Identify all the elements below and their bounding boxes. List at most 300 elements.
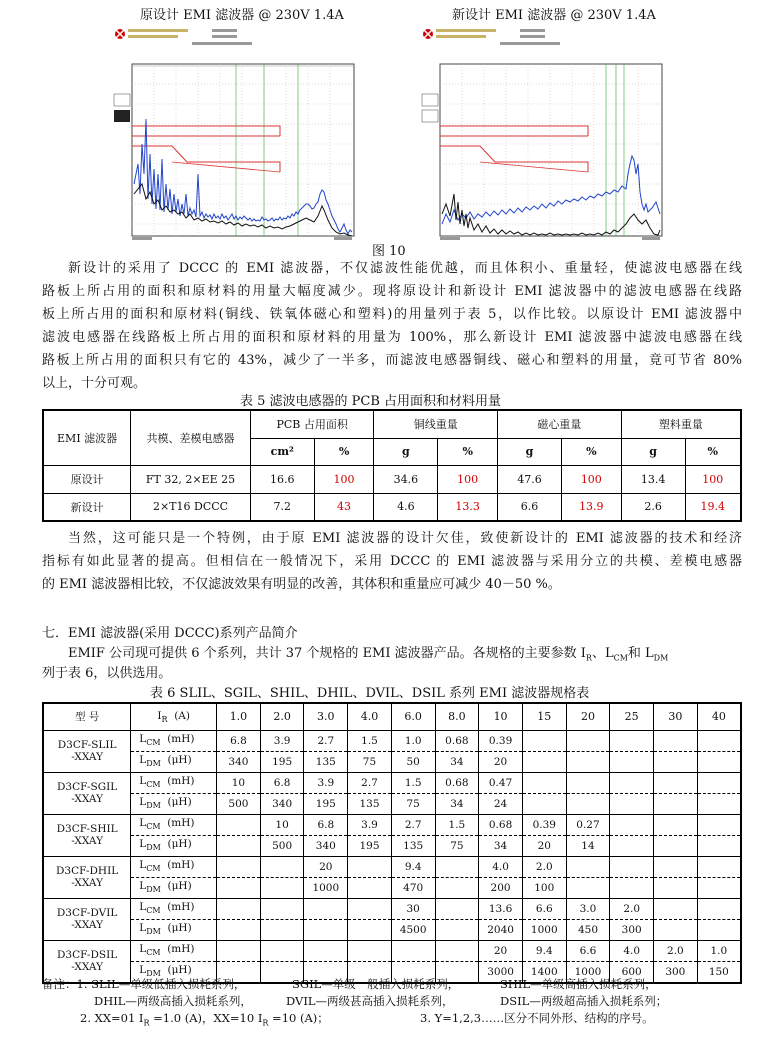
spec-cell: 150	[697, 961, 741, 983]
cell-percent: 100	[314, 465, 374, 493]
cell-value: 2.6	[621, 493, 685, 521]
note-xx10: =1.0 (A)，XX=10 I	[149, 1011, 263, 1025]
param-symbol: L	[139, 838, 147, 851]
unit-pct: %	[561, 438, 621, 465]
param-symbol: L	[139, 859, 147, 872]
lcm-param	[131, 814, 217, 835]
text-line: 路板上所占用的面积和原材料的用量大幅度减少。现将原设计和新设计 EMI 滤波器中的滤波电感器在线路	[42, 284, 742, 299]
unit-cm2: cm²	[250, 438, 314, 465]
spec-cell: 9.4	[391, 856, 435, 877]
param-symbol: L	[139, 964, 147, 977]
subscript: DM	[146, 885, 161, 895]
model-cell	[43, 898, 131, 940]
subscript: CM	[146, 738, 161, 748]
spec-cell	[697, 772, 741, 793]
subscript: R	[262, 1018, 269, 1028]
spec-cell	[697, 919, 741, 940]
spec-cell	[654, 835, 698, 856]
header-current: 40	[697, 703, 741, 730]
table-row	[43, 465, 741, 493]
spec-cell	[304, 919, 348, 940]
header-current: 30	[654, 703, 698, 730]
cell-value: 47.6	[498, 465, 562, 493]
cell-percent: 100	[685, 465, 741, 493]
param-unit: (μH)	[167, 754, 192, 767]
spec-cell: 6.8	[260, 772, 304, 793]
spec-cell: 34	[435, 751, 479, 772]
spec-cell: 300	[610, 919, 654, 940]
cell-percent: 19.4	[685, 493, 741, 521]
model-suffix: -XXAY	[71, 877, 104, 889]
note-slil: 1. SLIL—单级低插入损耗系列，	[76, 977, 246, 991]
spec-cell: 1000	[566, 961, 610, 983]
figure-caption: 图 10	[372, 244, 406, 259]
spec-cell: 3.9	[348, 814, 392, 835]
param-symbol: L	[139, 733, 147, 746]
spec-cell	[522, 751, 566, 772]
param-symbol: L	[139, 775, 147, 788]
model-suffix: -XXAY	[71, 961, 104, 973]
spec-cell	[522, 793, 566, 814]
unit-g: g	[374, 438, 438, 465]
spec-cell	[217, 814, 261, 835]
model-cell	[43, 772, 131, 814]
spec-cell	[260, 898, 304, 919]
text: I	[157, 709, 162, 722]
spec-cell	[391, 940, 435, 961]
spec-cell	[566, 856, 610, 877]
subscript: CM	[146, 864, 161, 874]
model-suffix: -XXAY	[71, 793, 104, 805]
param-symbol: L	[139, 754, 147, 767]
notes-prefix: 备注：	[42, 977, 77, 991]
ldm-param	[131, 835, 217, 856]
spec-cell	[610, 772, 654, 793]
spec-cell: 6.8	[304, 814, 348, 835]
table-row	[43, 835, 741, 856]
spec-cell: 1.0	[697, 940, 741, 961]
spec-cell	[435, 898, 479, 919]
model-suffix: -XXAY	[71, 919, 104, 931]
spec-cell	[304, 898, 348, 919]
param-symbol: L	[139, 901, 147, 914]
spec-cell	[217, 919, 261, 940]
cell-percent: 43	[314, 493, 374, 521]
spec-cell	[654, 793, 698, 814]
cell-value: 34.6	[374, 465, 438, 493]
spec-cell	[697, 856, 741, 877]
spec-cell: 34	[479, 835, 523, 856]
spec-cell	[260, 877, 304, 898]
unit-g: g	[498, 438, 562, 465]
subscript: DM	[146, 759, 161, 769]
header-current: 10	[479, 703, 523, 730]
spec-cell: 3000	[479, 961, 523, 983]
spec-cell	[610, 835, 654, 856]
spec-cell: 3.0	[566, 898, 610, 919]
spec-cell: 500	[260, 835, 304, 856]
header-plastic-weight: 塑料重量	[621, 410, 741, 438]
cell-value: 13.4	[621, 465, 685, 493]
ldm-param	[131, 793, 217, 814]
spec-cell	[654, 856, 698, 877]
spec-cell: 0.39	[479, 730, 523, 751]
text-line: 指标有如此显著的提高。但相信在一般情况下，采用 DCCC 的 EMI 滤波器与采用分立的共模、差模电感器	[42, 554, 742, 569]
spec-cell	[435, 856, 479, 877]
model-cell	[43, 856, 131, 898]
spec-cell: 10	[217, 772, 261, 793]
text: 和 L	[627, 646, 654, 661]
param-symbol: L	[139, 922, 147, 935]
spec-cell	[654, 772, 698, 793]
spec-cell	[435, 877, 479, 898]
spec-cell	[566, 751, 610, 772]
table-row	[43, 877, 741, 898]
spec-cell: 600	[610, 961, 654, 983]
table-row	[43, 856, 741, 877]
model-name: D3CF-DHIL	[56, 865, 119, 877]
spec-cell: 0.47	[479, 772, 523, 793]
model-cell	[43, 814, 131, 856]
cell-value: 4.6	[374, 493, 438, 521]
text-line: 滤波电感器在线路板上所占用的面积和原材料的用量为 100%，那么新设计 EMI 滤波器中滤波电感器在线	[42, 330, 742, 345]
header-cm-dm-inductor: 共模、差模电感器	[131, 410, 251, 465]
spec-cell	[566, 730, 610, 751]
lcm-param	[131, 898, 217, 919]
spec-cell: 0.39	[522, 814, 566, 835]
cell-percent: 13.3	[438, 493, 498, 521]
subscript: R	[143, 1018, 150, 1028]
header-current: 15	[522, 703, 566, 730]
spec-cell: 2.7	[391, 814, 435, 835]
spec-cell: 340	[304, 835, 348, 856]
header-current: 8.0	[435, 703, 479, 730]
spec-cell	[697, 898, 741, 919]
spec-cell: 100	[522, 877, 566, 898]
table-row	[43, 793, 741, 814]
header-pcb-area: PCB 占用面积	[250, 410, 374, 438]
paragraph-dccc-advantages	[42, 257, 742, 395]
section7-heading: 七．EMI 滤波器(采用 DCCC)系列产品简介	[42, 626, 298, 641]
header-current: 25	[610, 703, 654, 730]
table5	[42, 409, 742, 522]
spec-cell	[348, 919, 392, 940]
spec-cell: 14	[566, 835, 610, 856]
param-unit: (mH)	[167, 817, 195, 830]
row-inductor: FT 32, 2×EE 25	[131, 465, 251, 493]
subscript: CM	[146, 906, 161, 916]
spec-cell	[610, 730, 654, 751]
notes-line3	[80, 1010, 654, 1028]
param-unit: (mH)	[167, 733, 195, 746]
spec-cell	[566, 772, 610, 793]
text-line: 的 EMI 滤波器相比较，不仅滤波效果有明显的改善，其体积和重量应可减少 40－50 %。	[42, 577, 561, 592]
header-copper-weight: 铜线重量	[374, 410, 498, 438]
table-row	[43, 730, 741, 751]
spec-cell	[348, 940, 392, 961]
note-dsil: DSIL—两级超高插入损耗系列；	[500, 994, 668, 1008]
right-scope-title: 新设计 EMI 滤波器 @ 230V 1.4A	[452, 8, 656, 23]
header-current: 6.0	[391, 703, 435, 730]
row-inductor: 2×T16 DCCC	[131, 493, 251, 521]
spec-cell: 10	[260, 814, 304, 835]
subscript: CM	[146, 780, 161, 790]
spec-cell	[697, 793, 741, 814]
note-dhil: DHIL—两级高插入损耗系列，	[94, 994, 252, 1008]
table-row	[43, 814, 741, 835]
spec-cell: 135	[304, 751, 348, 772]
spec-cell: 6.8	[217, 730, 261, 751]
model-suffix: -XXAY	[71, 835, 104, 847]
param-unit: (μH)	[167, 838, 192, 851]
cell-percent: 100	[438, 465, 498, 493]
header-current: 20	[566, 703, 610, 730]
spec-cell: 34	[435, 793, 479, 814]
spec-cell: 450	[566, 919, 610, 940]
spec-cell: 195	[304, 793, 348, 814]
spec-cell: 3.9	[304, 772, 348, 793]
spec-cell: 1.5	[348, 730, 392, 751]
spec-cell	[522, 772, 566, 793]
cell-percent: 13.9	[561, 493, 621, 521]
spec-cell	[654, 877, 698, 898]
spec-cell: 9.4	[522, 940, 566, 961]
param-symbol: L	[139, 943, 147, 956]
spec-cell: 20	[479, 940, 523, 961]
subscript: CM	[146, 822, 161, 832]
param-symbol: L	[139, 880, 147, 893]
spec-cell	[697, 877, 741, 898]
param-unit: (mH)	[167, 943, 195, 956]
cell-value: 6.6	[498, 493, 562, 521]
subscript: CM	[146, 948, 161, 958]
header-model: 型 号	[43, 703, 131, 730]
spec-cell	[217, 898, 261, 919]
spec-cell	[697, 730, 741, 751]
unit-pct: %	[314, 438, 374, 465]
paragraph-special-case	[42, 527, 742, 596]
param-symbol: L	[139, 796, 147, 809]
cell-value: 7.2	[250, 493, 314, 521]
text-line: 路板上所占用的面积只有它的 43%，减少了一半多，而滤波电感器铜线、磁心和塑料的用量，竟可节省 80%	[42, 353, 742, 368]
subscript: CM	[613, 653, 628, 663]
spec-cell: 0.68	[435, 730, 479, 751]
spec-cell	[348, 856, 392, 877]
model-name: D3CF-SLIL	[57, 739, 117, 751]
spec-cell: 340	[260, 793, 304, 814]
spec-cell	[654, 898, 698, 919]
spec-cell: 135	[348, 793, 392, 814]
spec-cell	[522, 730, 566, 751]
table6-title: 表 6 SLIL、SGIL、SHIL、DHIL、DVIL、DSIL 系列 EMI 滤波器规格表	[150, 686, 590, 701]
spec-cell: 24	[479, 793, 523, 814]
spec-cell	[610, 793, 654, 814]
spec-cell: 75	[391, 793, 435, 814]
text: EMIF 公司现可提供 6 个系列，共计 37 个规格的 EMI 滤波器产品。各规格的主要参数 I	[68, 646, 586, 661]
spec-cell: 2.7	[304, 730, 348, 751]
text-line: 新设计的采用了 DCCC 的 EMI 滤波器，不仅滤波性能优越，而且体积小、重量轻，使滤波电感器在线	[68, 261, 742, 276]
row-name: 新设计	[43, 493, 131, 521]
subscript: DM	[146, 927, 161, 937]
param-unit: (mH)	[167, 859, 195, 872]
lcm-param	[131, 940, 217, 961]
note-sgil: SGIL—单级一般插入损耗系列，	[292, 977, 460, 991]
model-name: D3CF-DVIL	[56, 907, 118, 919]
table-row	[43, 898, 741, 919]
right-spectrum-plot	[420, 24, 668, 244]
note-dvil: DVIL—两级甚高插入损耗系列，	[286, 994, 454, 1008]
spec-cell: 195	[348, 835, 392, 856]
spec-cell: 0.68	[479, 814, 523, 835]
spec-cell	[654, 730, 698, 751]
section7-line2: 列于表 6，以供选用。	[42, 666, 172, 681]
spec-cell: 4.0	[479, 856, 523, 877]
spec-cell: 0.68	[435, 772, 479, 793]
unit-pct: %	[685, 438, 741, 465]
text-line: 板上所占用的面积和原材料(铜线、铁氧体磁心和塑料)的用量列于表 5，以作比较。以原设计 EMI 滤波器中	[42, 307, 742, 322]
spec-cell	[217, 856, 261, 877]
text: (A)	[174, 709, 190, 722]
spec-cell: 470	[391, 877, 435, 898]
header-core-weight: 磁心重量	[498, 410, 622, 438]
spec-cell	[260, 919, 304, 940]
param-unit: (mH)	[167, 901, 195, 914]
spec-cell	[348, 898, 392, 919]
header-current: 2.0	[260, 703, 304, 730]
spec-cell: 20	[479, 751, 523, 772]
header-emi-filter: EMI 滤波器	[43, 410, 131, 465]
spec-cell: 195	[260, 751, 304, 772]
lcm-param	[131, 730, 217, 751]
unit-pct: %	[438, 438, 498, 465]
table5-title: 表 5 滤波电感器的 PCB 占用面积和材料用量	[240, 394, 502, 409]
header-current: 4.0	[348, 703, 392, 730]
spec-cell	[435, 940, 479, 961]
spec-cell	[566, 877, 610, 898]
header-current: 3.0	[304, 703, 348, 730]
spec-cell: 4.0	[610, 940, 654, 961]
lcm-param	[131, 772, 217, 793]
spec-cell: 135	[391, 835, 435, 856]
spec-cell: 1.5	[435, 814, 479, 835]
spec-cell	[654, 751, 698, 772]
spec-cell: 6.6	[522, 898, 566, 919]
ldm-param	[131, 877, 217, 898]
spec-cell	[654, 919, 698, 940]
spec-cell: 75	[435, 835, 479, 856]
spec-cell: 200	[479, 877, 523, 898]
lcm-param	[131, 856, 217, 877]
spec-cell: 20	[522, 835, 566, 856]
text-line: 当然，这可能只是一个特例，由于原 EMI 滤波器的设计欠佳，致使新设计的 EMI 滤波器的技术和经济	[68, 531, 742, 546]
spec-cell: 75	[348, 751, 392, 772]
spec-cell	[697, 751, 741, 772]
spec-cell	[435, 919, 479, 940]
note-xx01: 2. XX=01 I	[80, 1011, 144, 1025]
spec-cell: 4500	[391, 919, 435, 940]
spec-cell	[697, 814, 741, 835]
spec-cell	[260, 856, 304, 877]
spec-cell: 2040	[479, 919, 523, 940]
header-current: 1.0	[217, 703, 261, 730]
section7-line1	[68, 642, 668, 663]
text: 、L	[591, 646, 614, 661]
subscript: R	[585, 653, 592, 663]
spec-cell: 1400	[522, 961, 566, 983]
model-name: D3CF-SHIL	[56, 823, 118, 835]
ldm-param	[131, 919, 217, 940]
spec-cell	[697, 835, 741, 856]
subscript: R	[161, 714, 168, 724]
table6	[42, 702, 742, 984]
note-shil: SHIL—单级高插入损耗系列，	[500, 977, 657, 991]
spec-cell	[217, 877, 261, 898]
param-unit: (μH)	[167, 964, 192, 977]
left-spectrum-plot	[112, 24, 360, 244]
subscript: DM	[146, 801, 161, 811]
ldm-param	[131, 751, 217, 772]
spec-cell	[654, 814, 698, 835]
spec-cell: 340	[217, 751, 261, 772]
unit-g: g	[621, 438, 685, 465]
param-unit: (μH)	[167, 796, 192, 809]
spec-cell: 50	[391, 751, 435, 772]
subscript: DM	[146, 843, 161, 853]
model-suffix: -XXAY	[71, 751, 104, 763]
note-xx10-end: =10 (A)；	[268, 1011, 329, 1025]
spec-cell: 2.0	[654, 940, 698, 961]
spec-cell: 2.0	[610, 898, 654, 919]
spec-cell: 1000	[522, 919, 566, 940]
spec-cell	[348, 877, 392, 898]
spec-cell: 30	[391, 898, 435, 919]
spec-cell: 13.6	[479, 898, 523, 919]
table-row	[43, 751, 741, 772]
table-row	[43, 772, 741, 793]
spec-cell	[566, 793, 610, 814]
spec-cell	[610, 814, 654, 835]
spec-cell: 0.27	[566, 814, 610, 835]
subscript: DM	[146, 969, 161, 979]
row-name: 原设计	[43, 465, 131, 493]
param-symbol: L	[139, 817, 147, 830]
model-cell	[43, 730, 131, 772]
model-name: D3CF-DSIL	[56, 949, 118, 961]
spec-cell	[304, 940, 348, 961]
table-row	[43, 493, 741, 521]
subscript: DM	[653, 653, 669, 663]
note-y-index: 3. Y=1,2,3……区分不同外形、结构的序号。	[420, 1011, 654, 1025]
spec-cell: 20	[304, 856, 348, 877]
spec-cell	[217, 835, 261, 856]
spec-cell	[217, 940, 261, 961]
spec-cell	[260, 940, 304, 961]
param-unit: (μH)	[167, 922, 192, 935]
spec-cell: 1.0	[391, 730, 435, 751]
cell-value: 16.6	[250, 465, 314, 493]
spec-cell: 500	[217, 793, 261, 814]
table-row	[43, 940, 741, 961]
text-line: 以上，十分可观。	[42, 376, 147, 391]
spec-cell: 2.0	[522, 856, 566, 877]
header-ir	[131, 703, 217, 730]
spec-cell: 6.6	[566, 940, 610, 961]
spec-cell: 3.9	[260, 730, 304, 751]
notes-line2	[94, 993, 668, 1009]
cell-percent: 100	[561, 465, 621, 493]
param-unit: (mH)	[167, 775, 195, 788]
model-name: D3CF-SGIL	[57, 781, 118, 793]
